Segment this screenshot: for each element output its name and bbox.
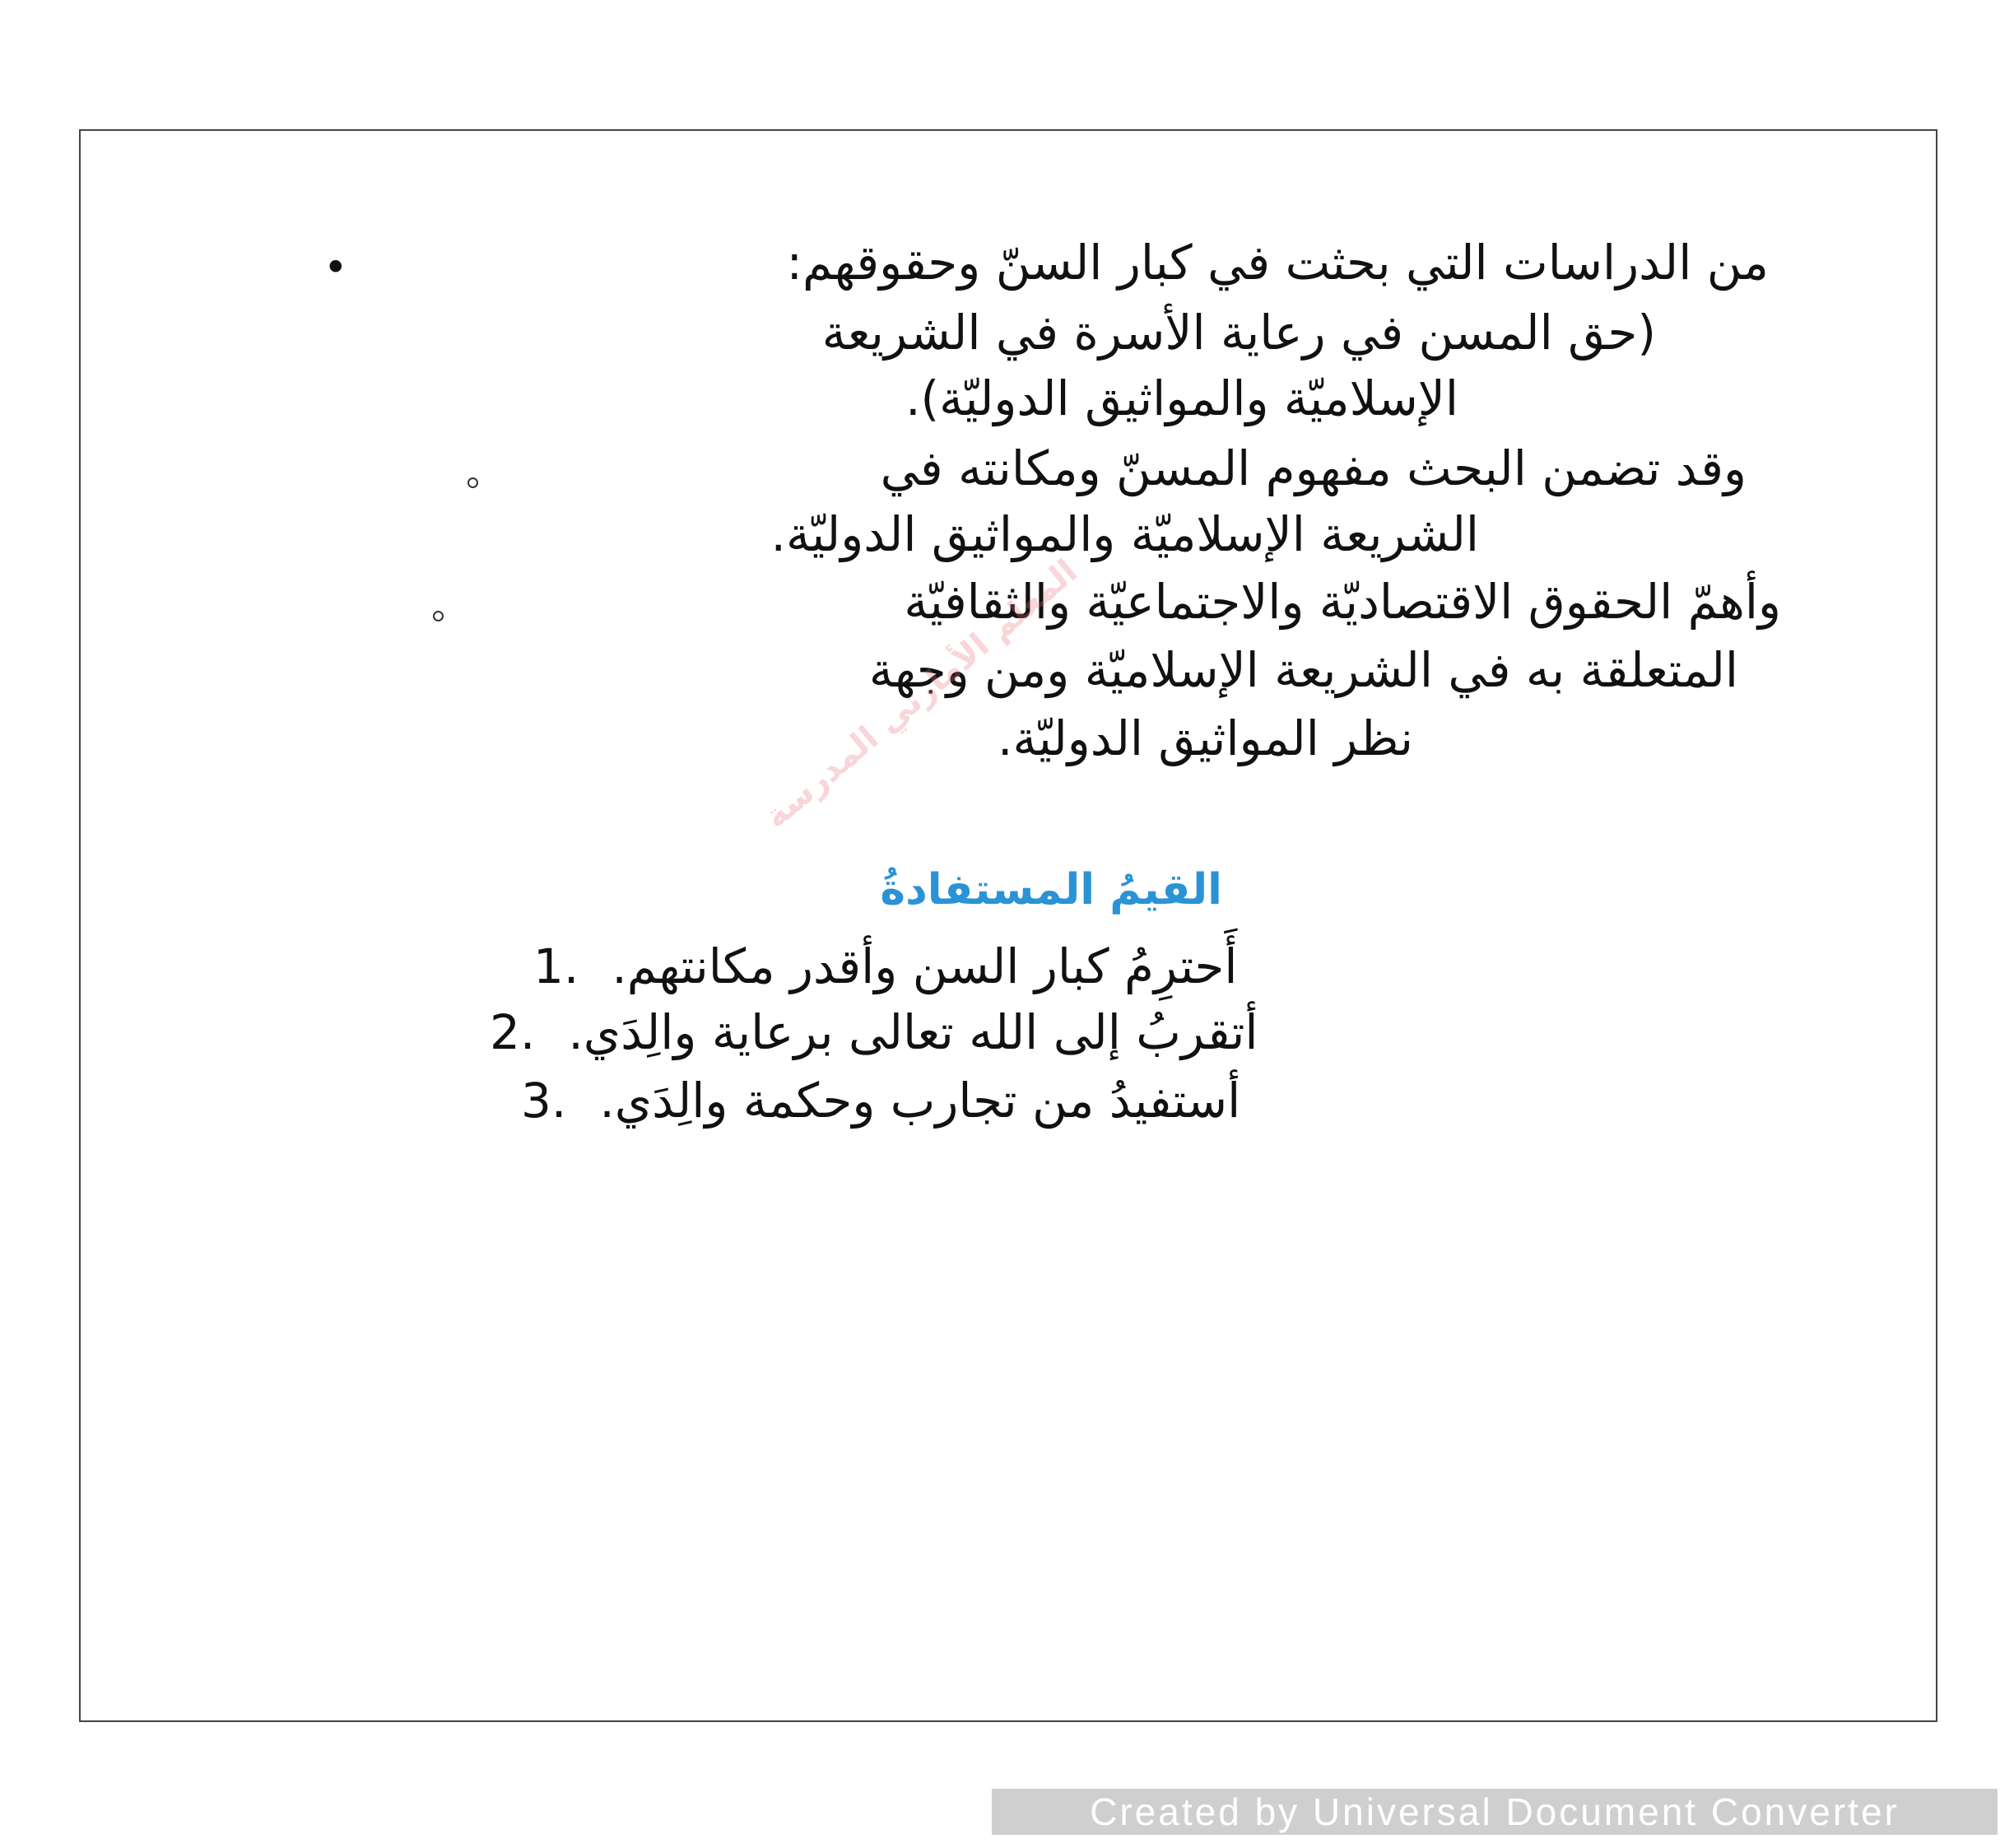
- point-one-bullet-icon: [467, 477, 478, 488]
- values-list-text-1: أَحترِمُ كبار السن وأقدر مكانتهم.: [612, 938, 1238, 994]
- document-page-frame: [79, 129, 1937, 1722]
- point-two-line-3: نظر المواثيق الدوليّة.: [998, 710, 1413, 766]
- teacher-watermark-stamp: المعلم الأمارتي المدرسة: [757, 552, 1085, 836]
- intro-line-3: الإسلاميّة والمواثيق الدوليّة).: [905, 370, 1458, 426]
- values-list-number-1: 1.: [533, 938, 579, 994]
- point-one-line-1: وقد تضمن البحث مفهوم المسنّ ومكانته في: [880, 440, 1747, 496]
- converter-footer-banner: Created by Universal Document Converter: [992, 1789, 1998, 1835]
- intro-line-1: من الدراسات التي بحثت في كبار السنّ وحقوقهم:: [786, 235, 1769, 291]
- values-list-item-3: [521, 1073, 1241, 1129]
- values-list-text-2: أتقربُ إلى الله تعالى برعاية والِدَي.: [568, 1004, 1258, 1060]
- values-list-item-2: [490, 1004, 1258, 1060]
- values-list-number-3: 3.: [521, 1073, 567, 1129]
- intro-bullet-icon: •: [323, 244, 348, 291]
- intro-line-2: (حق المسن في رعاية الأسرة في الشريعة: [821, 305, 1656, 361]
- values-list-number-2: 2.: [490, 1004, 536, 1060]
- values-list-text-3: أستفيدُ من تجارب وحكمة والِدَي.: [599, 1073, 1241, 1129]
- values-list-item-1: [533, 938, 1238, 994]
- point-two-line-1: وأهمّ الحقوق الاقتصاديّة والاجتماعيّة والثقافيّة: [904, 574, 1781, 630]
- values-heading: القيمُ المستفادةُ: [880, 865, 1222, 915]
- point-two-line-2: المتعلقة به في الشريعة الإسلاميّة ومن وجهة: [868, 642, 1738, 698]
- point-two-bullet-icon: [433, 611, 444, 621]
- point-one-line-2: الشريعة الإسلاميّة والمواثيق الدوليّة.: [770, 506, 1479, 562]
